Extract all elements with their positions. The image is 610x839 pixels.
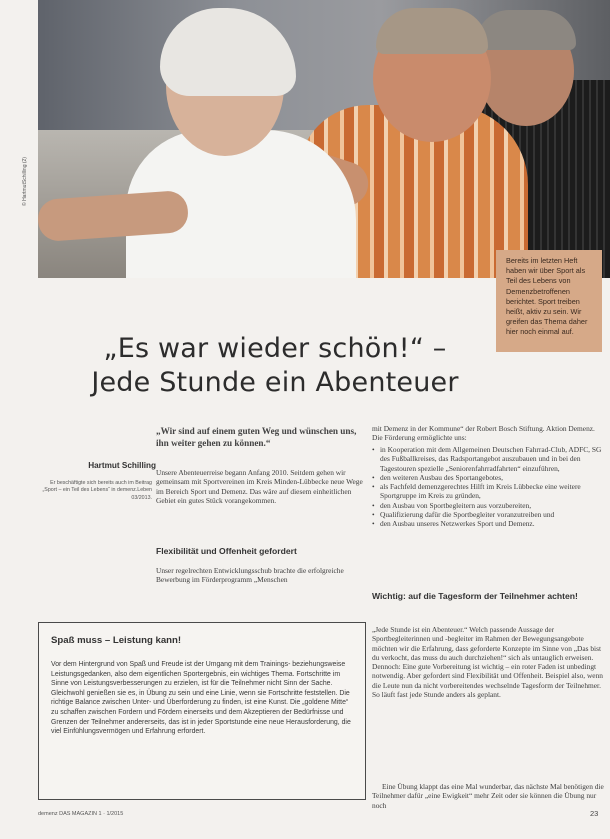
info-box-text: Vor dem Hintergrund von Spaß und Freude ist der Umgang mit dem Trainings- beziehungsweise Leistungsgedanken, also dem eigentlichen Sportergebnis, ein wichtiges Thema. Fortschritte im Sinne von Leistungsverbesserungen zu erzielen, ist für die Teilnehmer nicht Sinn der Sache. Gleichwohl genießen sie es, in Übung zu sein und eine Linie, wenn sie Fortschritte feststellen. Die richtige Balance zwischen Unter- und Überforderung zu finden, ist eine Kunst. Die „goldene Mitte“ zu schaffen zwischen Fordern und Fördern einerseits und dem Akzeptieren der Bedürfnisse und Grenzen der Teilnehmer andererseits, das ist in jeder Sportstunde eine neue Herausforderung, die viel Einfühlungsvermögen und Erfahrung erfordert. xyxy=(51,661,351,736)
list-item: • als Fachfeld demenzgerechtes Hilft im Kreis Lübbecke eine weitere Sportgruppe im Kreis zu gründen, xyxy=(372,482,606,501)
body-paragraph: „Jede Stunde ist ein Abenteuer.“ Welch passende Aussage der Sportbegleiterinnen und -begleiter im Rahmen der Bewegungsangebote möchten wir die Erfahrung, dass geforderte Konzepte im Sinne von „Das bist du verkocht, das muss du auch durchziehen!“ sich als untauglich erweisen. Dennoch: Eine gute Vorbereitung ist wichtig – ein roter Faden ist unbedingt notwendig. Aber gefordert sind Flexibilität und Offenheit. Beispiel also, wenn die Leute nun da nicht vorbereitendes wechselnde Tagesform der Teilnehmer. So läuft fast jede Stunde anders als geplant. xyxy=(372,625,603,700)
headline-line-2: Jede Stunde ein Abenteuer xyxy=(91,367,459,398)
body-paragraph: Unsere Abenteuerreise begann Anfang 2010. Seitdem gehen wir gemeinsam mit Sportvereinen im Kreis Minden-Lübbecke neue Wege im Bereich Sport und Demenz. Das wäre auf diesem einheitlichen Gebiet ein gutes Stück vorangekommen. xyxy=(156,468,363,505)
bullet-list xyxy=(372,445,606,529)
info-box xyxy=(38,622,366,800)
page-number: 23 xyxy=(590,809,599,818)
teaser-box: Bereits im letzten Heft haben wir über Sport als Teil des Lebens von Demenzbetroffenen berichtet. Sport treiben heißt, aktiv zu sein. Wir greifen das Thema daher hier noch einmal auf. xyxy=(496,250,602,352)
list-item: • den Ausbau unseres Netzwerkes Sport und Demenz. xyxy=(372,519,606,528)
info-box-heading: Spaß muss – Leistung kann! xyxy=(51,635,182,646)
headline-line-1: „Es war wieder schön!“ – xyxy=(103,333,447,364)
section-heading: Flexibilität und Offenheit gefordert xyxy=(156,546,297,556)
list-item: • Qualifizierung dafür die Sportbegleiter voranzutreiben und xyxy=(372,510,606,519)
hero-photo xyxy=(38,0,610,278)
section-heading: Wichtig: auf die Tagesform der Teilnehmer achten! xyxy=(372,591,578,601)
body-paragraph: Eine Übung klappt das eine Mal wunderbar, das nächste Mal benötigen die Teilnehmer dafür „eine Ewigkeit“ mehr Zeit oder sie können die Übung nur noch xyxy=(372,782,604,810)
body-paragraph: Unser regelrechten Entwicklungsschub brachte die erfolgreiche Bewerbung im Förderprogramm „Menschen xyxy=(156,566,344,585)
article-headline xyxy=(40,332,510,400)
list-item: • den Ausbau von Sportbegleitern aus vorzubereiten, xyxy=(372,501,606,510)
author-name: Hartmut Schilling xyxy=(88,461,156,470)
author-bio: Er beschäftigte sich bereits auch im Beitrag „Sport – ein Teil des Lebens“ in demenz.Leben 03/2013. xyxy=(42,480,152,501)
pull-quote: „Wir sind auf einem guten Weg und wünschen uns, ihn weiter gehen zu können.“ xyxy=(156,426,357,448)
photo-credit: © HartmutSchilling (2) xyxy=(22,157,28,206)
body-paragraph: mit Demenz in der Kommune“ der Robert Bosch Stiftung. Aktion Demenz. Die Förderung ermöglichte uns: xyxy=(372,424,595,443)
list-item: • den weiteren Ausbau des Sportangebotes, xyxy=(372,473,606,482)
magazine-footer: demenz DAS MAGAZIN 1 · 1/2015 xyxy=(38,811,124,817)
list-item: • in Kooperation mit dem Allgemeinen Deutschen Fahrrad-Club, ADFC, SG des Fußballkreises, das Radsportangebot auszubauen und in bei den Tagestouren spezielle „Seniorenfahrradfahrten“ einzuführen, xyxy=(372,445,606,473)
